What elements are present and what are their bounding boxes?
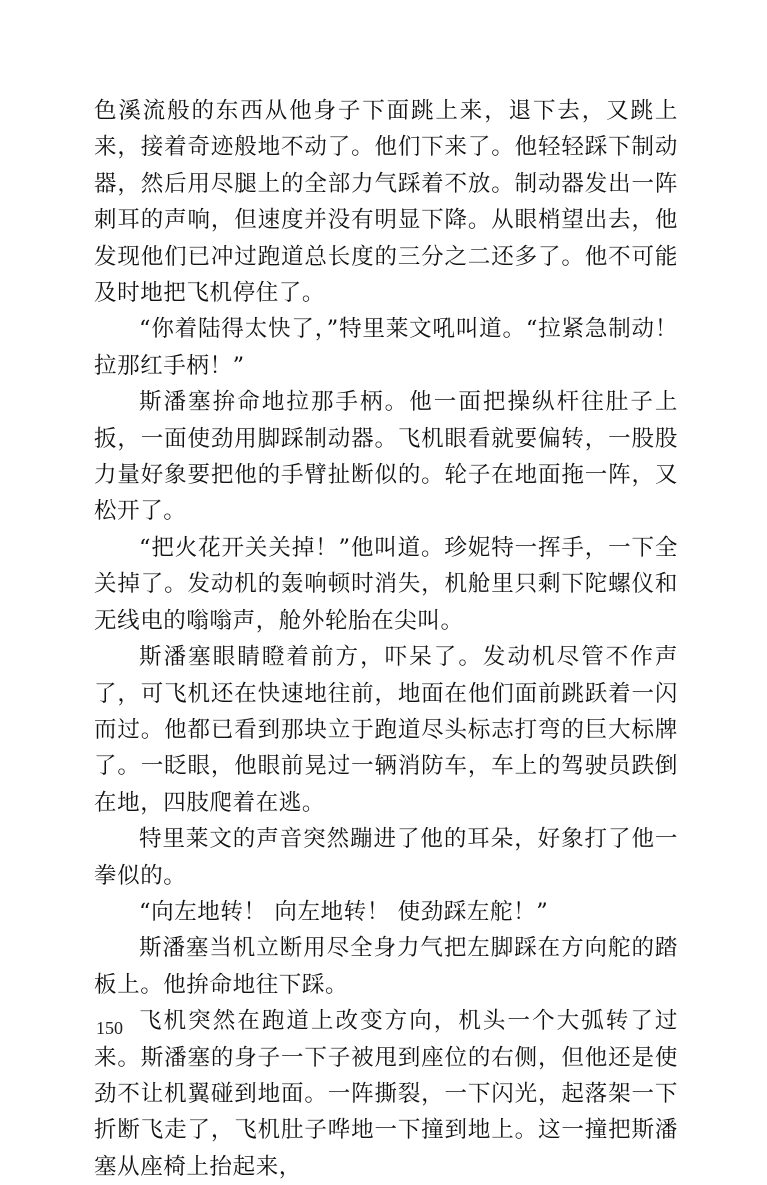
paragraph-rudder: 斯潘塞当机立断用尽全身力气把左脚踩在方向舵的踏板上。他拚命地往下踩。 [94,935,678,998]
paragraph-dialogue-trelawney: “你着陆得太快了，”特里莱文吼叫道。“拉紧急制动！拉那红手柄！” [94,316,678,379]
paragraph-continued: 色溪流般的东西从他身子下面跳上来，退下去，又跳上来，接着奇迹般地不动了。他们下来了。他轻轻踩下制动器，然后用尽腿上的全部力气踩着不放。制动器发出一阵刺耳的声响，但速度并没有明显下降。从眼梢望出去，他发现他们已冲过跑道总长度的三分之二还多了。他不可能及时地把飞机停住了。 [94,98,678,307]
paragraph-crash: 飞机突然在跑道上改变方向，机头一个大弧转了过来。斯潘塞的身子一下子被甩到座位的右侧，但他还是使劲不让机翼碰到地面。一阵撕裂，一下闪光，起落架一下折断飞走了，飞机肚子哗地一下撞到地上。这一撞把斯潘塞从座椅上抬起来， [94,1008,678,1180]
paragraph-ignition-off: “把火花开关关掉！”他叫道。珍妮特一挥手，一下全关掉了。发动机的轰响顿时消失，机舱里只剩下陀螺仪和无线电的嗡嗡声，舱外轮胎在尖叫。 [94,534,678,634]
paragraph-stare-ahead: 斯潘塞眼睛瞪着前方，吓呆了。发动机尽管不作声了，可飞机还在快速地往前，地面在他们面前跳跃着一闪而过。他都已看到那块立于跑道尽头标志打弯的巨大标牌了。一眨眼，他眼前晃过一辆消防车，车上的驾驶员跌倒在地，四肢爬着在逃。 [94,644,678,816]
paragraph-voice: 特里莱文的声音突然蹦进了他的耳朵，好象打了他一拳似的。 [94,826,678,889]
paragraph-turn-left: “向左地转！ 向左地转！ 使劲踩左舵！” [139,898,549,925]
paragraph-pull-handle: 斯潘塞拚命地拉那手柄。他一面把操纵杆往肚子上扳，一面使劲用脚踩制动器。飞机眼看就要偏转，一股股力量好象要把他的手臂扯断似的。轮子在地面拖一阵，又松开了。 [94,389,678,525]
page-body [94,93,678,1185]
page-number: 150 [96,1018,123,1038]
